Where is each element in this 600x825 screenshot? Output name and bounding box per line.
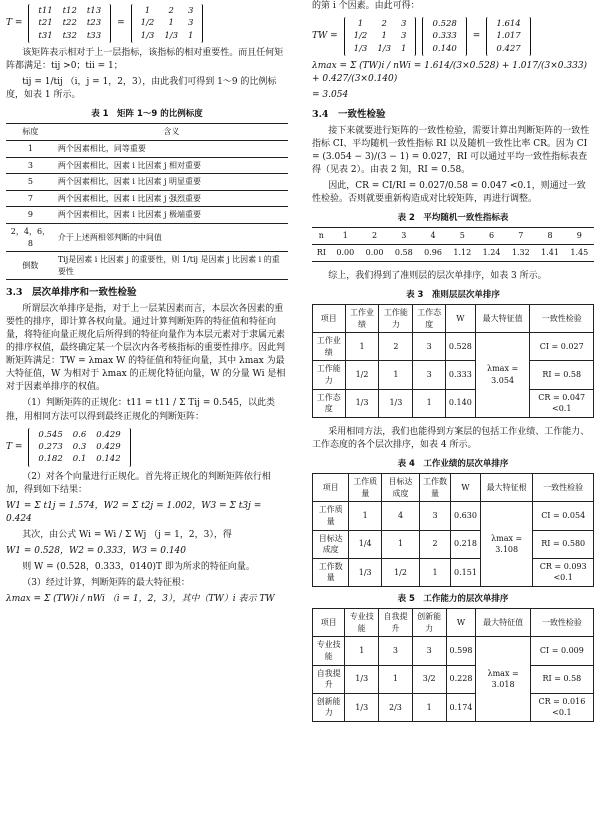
table-row [313, 693, 594, 721]
table-cell: 4 [382, 502, 420, 530]
matrix-row [491, 43, 525, 55]
table-row [6, 141, 288, 158]
table-header: 项目 [313, 305, 346, 333]
table-cell: 倒数 [6, 252, 55, 280]
table-cell: 2 [420, 530, 451, 558]
table-header: W [445, 305, 475, 333]
table-cell: 1/2 [382, 558, 420, 586]
table-cell: 0.140 [445, 389, 475, 417]
table-cell: 0.333 [445, 361, 475, 389]
matrix-row [349, 43, 412, 55]
check-cell: RI = 0.580 [533, 530, 594, 558]
table-cell: 3 [389, 228, 418, 245]
table-cell: 1/3 [379, 389, 413, 417]
table-row [313, 502, 594, 530]
table3 [312, 304, 594, 418]
table-cell: 1 [379, 361, 413, 389]
table-cell: 1.32 [506, 245, 535, 262]
table-cell: 1 [6, 141, 55, 158]
right-column [312, 0, 594, 722]
matrix-cell: 0.528 [432, 19, 457, 30]
paragraph: 综上，我们得到了准则层的层次单排序，如表 3 所示。 [328, 270, 547, 281]
matrix-cell: 0.545 [38, 429, 63, 440]
table-cell: 3 [379, 637, 413, 665]
matrix-row [33, 441, 125, 453]
left-column [6, 0, 288, 609]
table-cell: 两个因素相比，因素 i 比因素 j 明显重要 [55, 174, 288, 191]
matrix-row [136, 30, 199, 42]
normalized-matrix: T = 0.545 0.6 0.429 0.273 0.3 0.429 0.182 0.1 0.142 [6, 428, 288, 467]
row-sums: W1 = Σ t1j = 1.574，W2 = Σ t2j = 1.002，W3 = Σ t3j = 0.424 [6, 500, 262, 524]
matrix-row [33, 30, 106, 42]
table-row [6, 224, 288, 252]
table-cell: 1/2 [345, 361, 379, 389]
table-row [313, 637, 594, 665]
paragraph: 因此，CR = CI/RI = 0.027/0.58 = 0.047 <0.1，则通过一致性检验。否则就要重新构造成对比较矩阵，再进行调整。 [312, 181, 586, 205]
matrix-cell: 1/3 [353, 43, 368, 54]
table-header: W [451, 474, 481, 502]
matrix-cell: 1/2 [353, 31, 368, 42]
matrix-cell: 0.429 [96, 441, 121, 452]
table-cell: 创新能力 [313, 693, 345, 721]
matrix-cell: 1 [357, 19, 364, 30]
table-cell: 6 [477, 228, 506, 245]
matrix-cell: t11 [38, 6, 53, 16]
table-cell: 0.528 [445, 333, 475, 361]
table-cell: 1 [345, 333, 379, 361]
table-cell: 1 [379, 665, 413, 693]
lambda-result: = 3.054 [312, 90, 349, 101]
matrix-cell: 0.427 [496, 43, 521, 54]
table-header: 最大特征值 [475, 305, 530, 333]
matrix-cell: 3 [188, 6, 194, 16]
matrix-cell: 0.140 [432, 43, 457, 54]
table-cell: 3 [6, 157, 55, 174]
table-cell: RI [312, 245, 331, 262]
section-title: 3.3 层次单排序和一致性检验 [6, 287, 137, 299]
table-cell: 1 [382, 530, 420, 558]
paragraph: 接下来就要进行矩阵的一致性检验，需要计算出判断矩阵的一致性指标 CI、平均随机一致性指标 RI 以及随机一致性比率 CR。因为 CI = (3.054 − 3)/(3 − 1) = 0.027，RI 可以通过平均一致性指标表查得（见表 2）。由表 2 知，RI = 0.58。 [312, 125, 590, 176]
matrix-row [33, 429, 125, 441]
matrix-cell: 0.182 [38, 454, 63, 465]
table-cell: 目标达成度 [313, 530, 349, 558]
table-header: 工作业绩 [345, 305, 379, 333]
table-cell: 1/3 [345, 389, 379, 417]
matrix-cell: t21 [38, 18, 53, 29]
matrix-cell: t31 [38, 30, 53, 41]
weights: W1 = 0.528，W2 = 0.333，W3 = 0.140 [6, 545, 187, 556]
table-cell: 1 [413, 389, 446, 417]
table-header: 工作能力 [379, 305, 413, 333]
table5-caption: 表 5 工作能力的层次单排序 [397, 593, 509, 604]
matrix-row [427, 43, 461, 55]
table-cell: n [312, 228, 331, 245]
matrix-cell: 3 [188, 18, 194, 29]
table-cell: 2 [379, 333, 413, 361]
matrix-row [349, 30, 412, 42]
check-cell: CI = 0.009 [530, 637, 593, 665]
matrix-equation: T = t11 t12 t13 t21 t22 t23 t31 t32 t33 = 1 2 3 1/2 1 3 1/3 1/3 1 [6, 4, 288, 43]
table-cell: 1/3 [349, 558, 382, 586]
table-row [313, 389, 594, 417]
paragraph: 该矩阵表示相对于上一层指标，该指标的相对重要性。而且任何矩阵都满足：tij >0；tii = 1； [6, 47, 284, 71]
table-cell: 3 [413, 333, 446, 361]
lambda-cell: λmax = 3.054 [475, 333, 530, 418]
table-cell: Tij是因素 i 比因素 j 的重要性，则 1/tij 是因素 j 比因素 i 的重要性 [55, 252, 288, 280]
table-header: 最大特征根 [480, 474, 532, 502]
paragraph: 所谓层次单排序是指，对于上一层某因素而言，本层次各因素的重要性的排序，即计算各权向量。通过计算判断矩阵的特征值和特征向量，将特征向量正规化后所得到的特征向量作为本层元素对于隶属元素的排序权值，最终确定某一个层次内各考核指标的重要性排序。因此判断矩阵满足：TW = λmax W 的特征值和特征向量，其中 λmax 为最大特征值，W 为相对于 λmax 的正规化特征向量，W 的分量 Wi 是相对于因素单排序的权值。 [6, 304, 286, 393]
table-cell: 0.228 [446, 665, 476, 693]
table-cell: 0.00 [331, 245, 360, 262]
table-cell: 1 [349, 502, 382, 530]
lambda-calc: λmax = Σ (TW)i / nWi = 1.614/(3×0.528) + 1.017/(3×0.333) + 0.427/(3×0.140) [312, 60, 588, 85]
table1 [6, 123, 288, 280]
table-cell: 5 [448, 228, 477, 245]
table-header: 目标达成度 [382, 474, 420, 502]
table-cell: 2/3 [379, 693, 413, 721]
table-row [313, 665, 594, 693]
table-cell: 0.58 [389, 245, 418, 262]
matrix-row [33, 453, 125, 465]
matrix-cell: 3 [401, 31, 407, 42]
matrix-row [491, 18, 525, 30]
table-cell: 1.24 [477, 245, 506, 262]
table-cell: 1.45 [565, 245, 594, 262]
matrix-cell: 1/3 [164, 30, 179, 41]
table3-caption: 表 3 准则层层次单排序 [406, 289, 500, 300]
matrix-label: T = [6, 17, 23, 28]
table4-caption: 表 4 工作业绩的层次单排序 [397, 458, 509, 469]
numeric-matrix [131, 4, 204, 43]
table1-caption: 表 1 矩阵 1～9 的比例标度 [91, 109, 203, 120]
table-cell: 1 [345, 637, 379, 665]
matrix-cell: 1 [401, 43, 407, 54]
check-cell: RI = 0.58 [530, 361, 594, 389]
table-cell: 工作能力 [313, 361, 346, 389]
table2 [312, 227, 594, 261]
table-cell: 1/4 [349, 530, 382, 558]
section-title: 3.4 一致性检验 [312, 109, 386, 121]
matrix-cell: 0.3 [72, 441, 87, 452]
table-cell: 工作数量 [313, 558, 349, 586]
table-cell: 两个因素相比，因素 i 比因素 j 极端重要 [55, 207, 288, 224]
table-cell: 5 [6, 174, 55, 191]
table-cell: 0.218 [451, 530, 481, 558]
table-header: 工作数量 [420, 474, 451, 502]
matrix-cell: 0.1 [72, 454, 87, 465]
table-cell: 7 [506, 228, 535, 245]
table-row [313, 558, 594, 586]
lambda-cell: λmax = 3.108 [480, 502, 532, 587]
lambda-cell: λmax = 3.018 [476, 637, 530, 722]
table-cell: 自我提升 [313, 665, 345, 693]
table4 [312, 473, 594, 587]
table-cell: 1.12 [448, 245, 477, 262]
table-row [313, 530, 594, 558]
table-cell: 专业技能 [313, 637, 345, 665]
table-cell: 1/3 [345, 665, 379, 693]
table-cell: 0.630 [451, 502, 481, 530]
check-cell: CI = 0.054 [533, 502, 594, 530]
matrix-cell: 2 [381, 19, 387, 30]
matrix-cell: 1 [381, 31, 387, 42]
table-row [313, 333, 594, 361]
matrix-cell: 1/3 [377, 43, 392, 54]
table-header: 最大特征值 [476, 609, 530, 637]
table-cell: 1 [331, 228, 360, 245]
table-row [6, 207, 288, 224]
table-cell: 7 [6, 190, 55, 207]
matrix-cell: t33 [86, 30, 102, 41]
matrix-cell: 1 [144, 6, 151, 16]
table-header: 标度 [6, 124, 55, 141]
tw-equation: TW = 1 2 3 1/2 1 3 1/3 1/3 1 0.528 0.333 0.140 = 1.614 1.017 0.427 [312, 17, 594, 56]
table-cell: 介于上述两相邻判断的中间值 [55, 224, 288, 252]
matrix-row [136, 5, 199, 17]
table-header: W [446, 609, 476, 637]
paragraph: 则 W = (0.528，0.333，0140)T 即为所求的特征向量。 [22, 561, 255, 572]
matrix-cell: 1 [188, 30, 194, 41]
table-cell: 3/2 [412, 665, 446, 693]
check-cell: CI = 0.027 [530, 333, 594, 361]
matrix-cell: 1.017 [496, 31, 521, 42]
matrix-cell: t32 [62, 30, 77, 41]
table-cell: 9 [565, 228, 594, 245]
table-header: 自我提升 [379, 609, 413, 637]
table-cell: 工作质量 [313, 502, 349, 530]
table-cell: 3 [413, 361, 446, 389]
table-row [6, 252, 288, 280]
matrix-cell: t23 [86, 18, 102, 29]
matrix-row [33, 5, 106, 17]
table-row [6, 174, 288, 191]
table-header: 工作态度 [413, 305, 446, 333]
table-cell: 1 [420, 558, 451, 586]
symbolic-matrix [28, 4, 111, 43]
table-header: 专业技能 [345, 609, 379, 637]
matrix-row [33, 17, 106, 29]
table-cell: 工作业绩 [313, 333, 346, 361]
paragraph: （1）判断矩阵的正规化：t11 = t11 / Σ Tij = 0.545，以此类推，用相同方法可以得到最终正规化的判断矩阵： [6, 398, 275, 422]
table-cell: 1.41 [535, 245, 564, 262]
matrix-cell: 0.429 [96, 429, 121, 440]
table-header: 含义 [55, 124, 288, 141]
table-cell: 0.151 [451, 558, 481, 586]
matrix-cell: 2 [168, 6, 174, 16]
table-cell: 0.00 [360, 245, 389, 262]
table-header: 项目 [313, 474, 349, 502]
table-header: 一致性检验 [530, 305, 594, 333]
matrix-row [427, 30, 461, 42]
table-cell: 9 [6, 207, 55, 224]
matrix-cell: t13 [86, 6, 102, 16]
table-cell: 1/3 [345, 693, 379, 721]
table-row [6, 157, 288, 174]
matrix-cell: 1 [168, 18, 174, 29]
table-cell: 4 [418, 228, 447, 245]
matrix-cell: 1.614 [496, 19, 521, 30]
table-header: 一致性检验 [533, 474, 594, 502]
table-cell: 2，4，6，8 [6, 224, 55, 252]
table-row [6, 190, 288, 207]
check-cell: RI = 0.58 [530, 665, 593, 693]
table-header: 一致性检验 [530, 609, 593, 637]
table-cell: 2 [360, 228, 389, 245]
table-cell: 两个因素相比，因素 i 比因素 j 强烈重要 [55, 190, 288, 207]
table-header: 项目 [313, 609, 345, 637]
matrix-row [427, 18, 461, 30]
paragraph: tij = 1/tij （i，j = 1，2，3），由此我们可得到 1～9 的比例标度，如表 1 所示。 [6, 77, 277, 101]
table-cell: 工作态度 [313, 389, 346, 417]
lambda-formula: λmax = Σ (TW)i / nWi （i = 1，2，3），其中（TW）i 表示 TW [6, 593, 275, 604]
matrix-row [491, 30, 525, 42]
table5 [312, 608, 594, 722]
paragraph: 的第 i 个因素。由此可得： [312, 1, 420, 11]
table-header: 创新能力 [412, 609, 446, 637]
table2-caption: 表 2 平均随机一致性指标表 [397, 213, 509, 224]
table-cell: 0.598 [446, 637, 476, 665]
table-cell: 两个因素相比，同等重要 [55, 141, 288, 158]
matrix-cell: 0.273 [38, 441, 63, 452]
table-row [313, 361, 594, 389]
table-cell: 0.96 [418, 245, 447, 262]
paragraph: （3）经过计算，判断矩阵的最大特征根： [22, 577, 190, 588]
paragraph: 采用相同方法，我们也能得到方案层的包括工作业绩、工作能力、工作态度的各个层次排序，如表 4 所示。 [312, 426, 590, 450]
table-cell: 0.174 [446, 693, 476, 721]
matrix-cell: 0.333 [432, 31, 457, 42]
table-cell: 两个因素相比，因素 i 比因素 j 相对重要 [55, 157, 288, 174]
paragraph: （2）对各个向量进行正规化。首先将正规化的判断矩阵依行相加，得到如下结果： [6, 471, 271, 495]
matrix-cell: 0.6 [72, 429, 87, 440]
matrix-row [349, 18, 412, 30]
matrix-cell: 1/2 [140, 18, 155, 29]
matrix-row [136, 17, 199, 29]
matrix-cell: 0.142 [96, 454, 121, 465]
table-cell: 3 [420, 502, 451, 530]
check-cell: CR = 0.016 <0.1 [530, 693, 593, 721]
matrix-cell: t12 [62, 6, 77, 16]
check-cell: CR = 0.047 <0.1 [530, 389, 594, 417]
paragraph: 其次，由公式 Wi = Wi / Σ Wj （j = 1，2，3），得 [22, 529, 232, 540]
table-cell: 8 [535, 228, 564, 245]
table-header: 工作质量 [349, 474, 382, 502]
check-cell: CR = 0.093 <0.1 [533, 558, 594, 586]
table-cell: 3 [412, 637, 446, 665]
matrix-cell: 3 [401, 19, 407, 30]
matrix-cell: t22 [62, 18, 77, 29]
table-cell: 1 [412, 693, 446, 721]
matrix-cell: 1/3 [140, 30, 155, 41]
